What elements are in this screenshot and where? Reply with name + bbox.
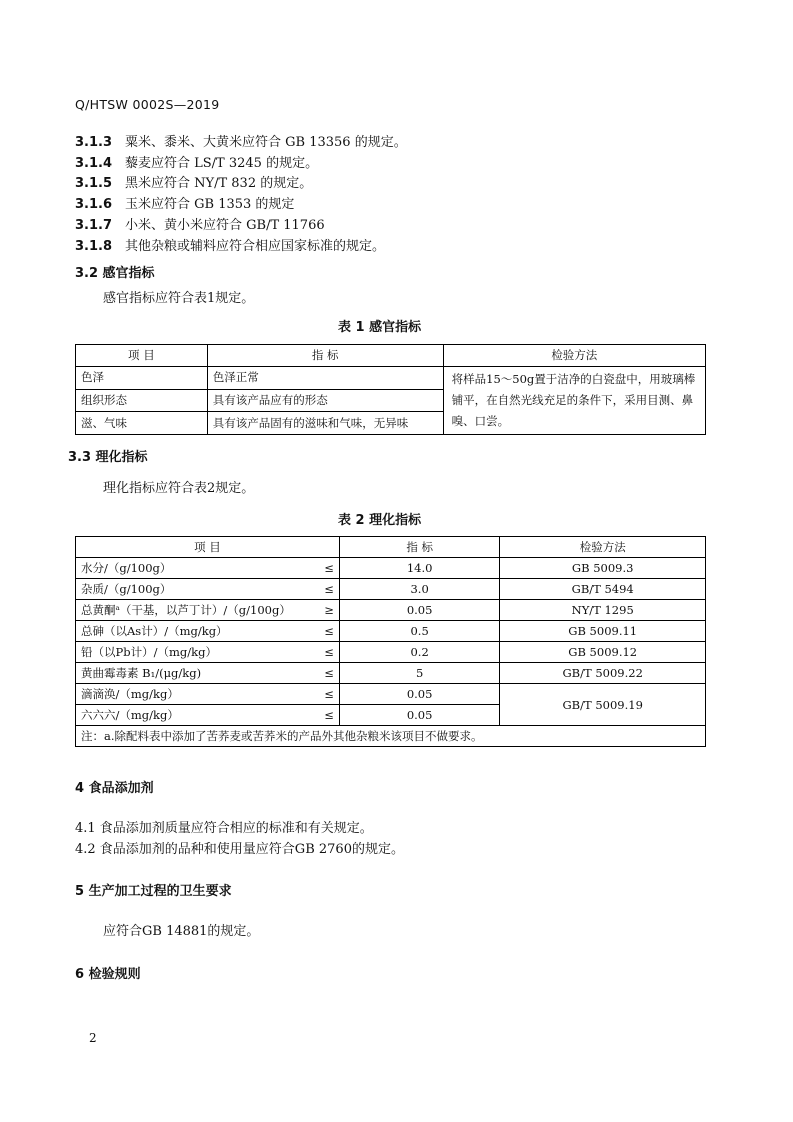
clause-number: 3.1.5	[75, 176, 113, 191]
item-cell	[76, 558, 340, 579]
column-header-indicator: 指 标	[207, 345, 443, 367]
item-name: 铅（以Pb计）/（mg/kg）	[81, 645, 217, 659]
method-cell: GB/T 5494	[500, 579, 706, 600]
comparison-operator: ≤	[324, 582, 334, 596]
clause-number: 3.1.8	[75, 239, 113, 254]
method-cell: GB 5009.11	[500, 621, 706, 642]
item-cell: 色泽	[76, 367, 208, 390]
clause-number: 3.1.6	[75, 197, 113, 212]
item-cell	[76, 642, 340, 663]
item-cell	[76, 705, 340, 726]
column-header-item: 项 目	[76, 537, 340, 558]
clause-text: 小米、黄小米应符合 GB/T 11766	[125, 218, 325, 233]
item-cell	[76, 579, 340, 600]
physchem-table	[75, 536, 706, 747]
comparison-operator: ≤	[324, 561, 334, 575]
method-cell: GB 5009.3	[500, 558, 706, 579]
item-cell	[76, 600, 340, 621]
section-heading-3-2: 3.2 感官指标	[75, 266, 155, 281]
table-row	[76, 642, 706, 663]
indicator-cell: 具有该产品固有的滋味和气味，无异味	[207, 412, 443, 435]
physchem-intro: 理化指标应符合表2规定。	[103, 481, 255, 496]
clause-number: 3.1.4	[75, 156, 113, 171]
method-cell: GB/T 5009.22	[500, 663, 706, 684]
section-heading-4: 4 食品添加剂	[75, 781, 154, 796]
section-heading-5: 5 生产加工过程的卫生要求	[75, 884, 232, 899]
table-header-row	[76, 537, 706, 558]
clause-3-1-3	[75, 131, 407, 150]
hygiene-text: 应符合GB 14881的规定。	[103, 924, 260, 939]
item-cell	[76, 663, 340, 684]
table-1-caption: 表 1 感官指标	[338, 320, 422, 335]
clause-3-1-7	[75, 214, 325, 233]
table-note-row	[76, 726, 706, 747]
page-number: 2	[89, 1031, 97, 1045]
indicator-cell: 具有该产品应有的形态	[207, 389, 443, 412]
item-cell: 组织形态	[76, 389, 208, 412]
comparison-operator: ≤	[324, 687, 334, 701]
method-cell: NY/T 1295	[500, 600, 706, 621]
clause-text: 玉米应符合 GB 1353 的规定	[125, 197, 295, 212]
clause-3-1-6	[75, 193, 294, 212]
value-cell: 5	[339, 663, 500, 684]
item-name: 黄曲霉毒素 B₁/(μg/kg)	[81, 666, 202, 680]
table-row	[76, 684, 706, 705]
item-cell	[76, 684, 340, 705]
value-cell: 3.0	[339, 579, 500, 600]
clause-3-1-5	[75, 172, 312, 191]
clause-text: 其他杂粮或辅料应符合相应国家标准的规定。	[125, 239, 386, 254]
column-header-method: 检验方法	[443, 345, 705, 367]
clause-text: 藜麦应符合 LS/T 3245 的规定。	[125, 156, 319, 171]
comparison-operator: ≤	[324, 624, 334, 638]
item-cell	[76, 621, 340, 642]
clause-4-1: 4.1 食品添加剂质量应符合相应的标准和有关规定。	[75, 821, 373, 836]
value-cell: 14.0	[339, 558, 500, 579]
value-cell: 0.2	[339, 642, 500, 663]
item-name: 六六六/（mg/kg）	[81, 708, 179, 722]
table-2-caption: 表 2 理化指标	[338, 513, 422, 528]
value-cell: 0.5	[339, 621, 500, 642]
section-heading-6: 6 检验规则	[75, 967, 141, 982]
clause-text: 黑米应符合 NY/T 832 的规定。	[125, 176, 313, 191]
comparison-operator: ≤	[324, 708, 334, 722]
sensory-table	[75, 344, 706, 435]
table-row	[76, 600, 706, 621]
clause-number: 3.1.7	[75, 218, 113, 233]
item-name: 总黄酮ᵃ（干基，以芦丁计）/（g/100g）	[81, 603, 291, 617]
table-note: 注：a.除配料表中添加了苦荞麦或苦荞米的产品外其他杂粮米该项目不做要求。	[76, 726, 706, 747]
item-name: 水分/（g/100g）	[81, 561, 172, 575]
clause-3-1-8	[75, 235, 385, 254]
table-row	[76, 621, 706, 642]
column-header-item: 项 目	[76, 345, 208, 367]
value-cell: 0.05	[339, 705, 500, 726]
clause-number: 3.1.3	[75, 135, 113, 150]
comparison-operator: ≤	[324, 645, 334, 659]
column-header-method: 检验方法	[500, 537, 706, 558]
item-name: 杂质/（g/100g）	[81, 582, 172, 596]
value-cell: 0.05	[339, 600, 500, 621]
item-name: 总砷（以As计）/（mg/kg）	[81, 624, 228, 638]
comparison-operator: ≥	[324, 603, 334, 617]
column-header-indicator: 指 标	[339, 537, 500, 558]
table-header-row	[76, 345, 706, 367]
table-row	[76, 663, 706, 684]
clause-text: 粟米、黍米、大黄米应符合 GB 13356 的规定。	[125, 135, 407, 150]
clause-3-1-4	[75, 152, 318, 171]
indicator-cell: 色泽正常	[207, 367, 443, 390]
item-name: 滴滴涣/（mg/kg）	[81, 687, 179, 701]
value-cell: 0.05	[339, 684, 500, 705]
merged-method-cell: GB/T 5009.19	[500, 684, 706, 726]
clause-4-2: 4.2 食品添加剂的品种和使用量应符合GB 2760的规定。	[75, 842, 404, 857]
document-id: Q/HTSW 0002S—2019	[75, 97, 220, 112]
table-row	[76, 558, 706, 579]
method-cell: GB 5009.12	[500, 642, 706, 663]
sensory-intro: 感官指标应符合表1规定。	[103, 291, 255, 306]
table-row	[76, 367, 706, 390]
section-heading-3-3: 3.3 理化指标	[68, 450, 148, 465]
table-row	[76, 579, 706, 600]
comparison-operator: ≤	[324, 666, 334, 680]
method-cell: 将样品15～50g置于洁净的白瓷盘中，用玻璃棒铺平，在自然光线充足的条件下，采用目测、鼻嗅、口尝。	[443, 367, 705, 435]
item-cell: 滋、气味	[76, 412, 208, 435]
